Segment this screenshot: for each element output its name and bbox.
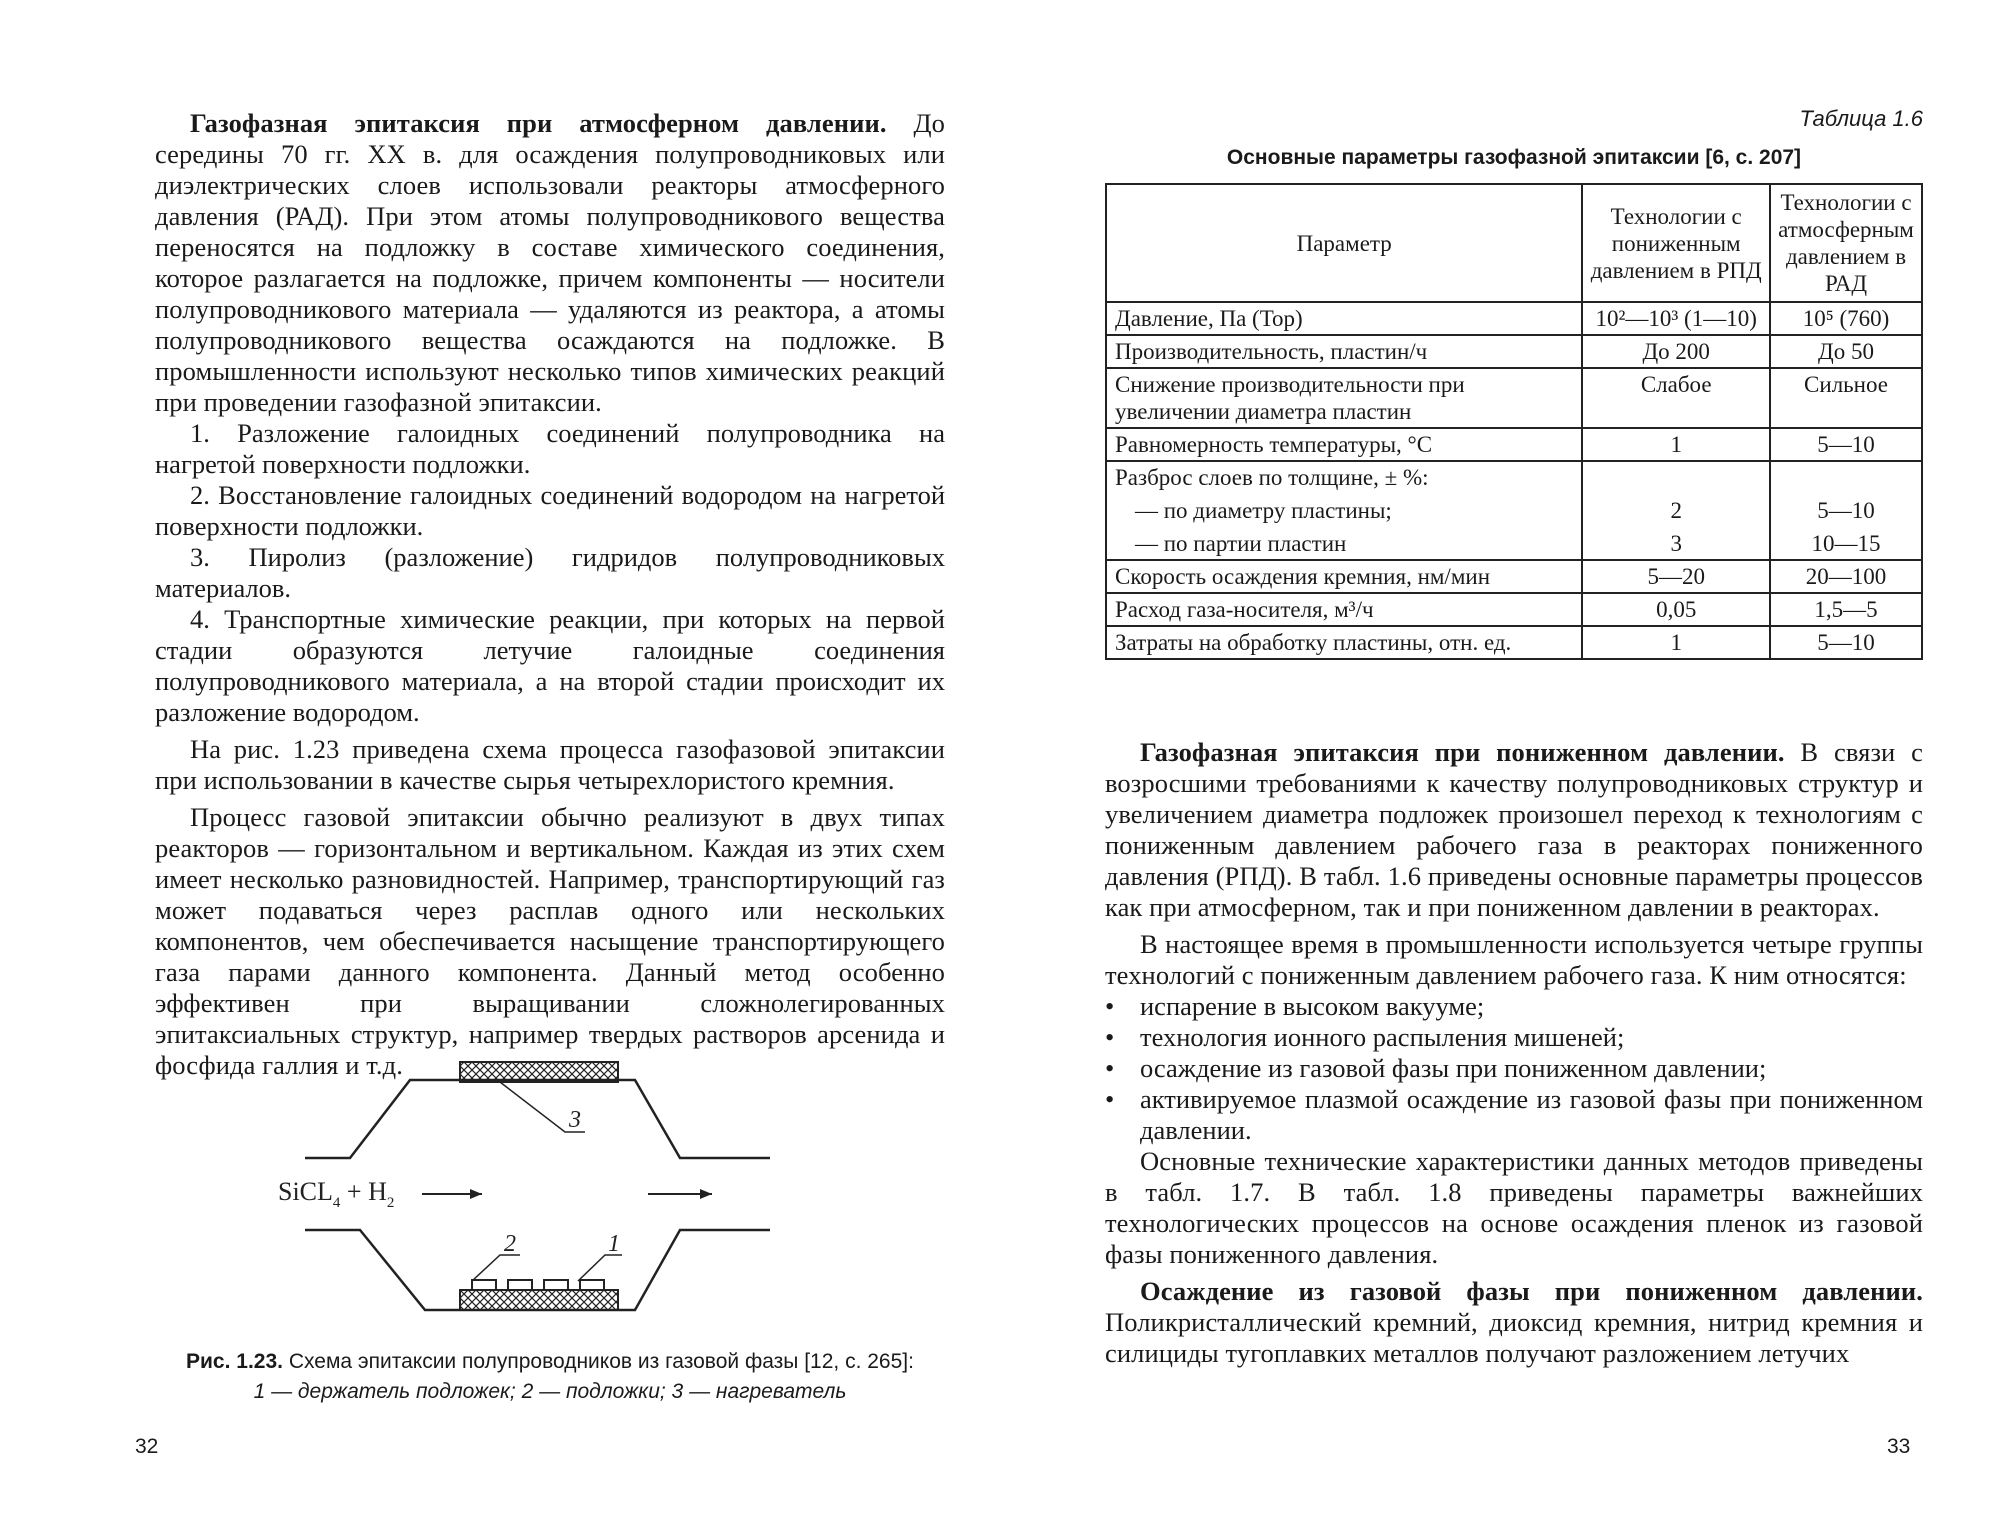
table-row: Снижение производительности при увеличении диаметра пластин Слабое Сильное (1106, 368, 1922, 428)
bullet-icon: • (1105, 1084, 1115, 1114)
bullet-icon: • (1105, 1053, 1115, 1083)
label-2: 2 (504, 1231, 516, 1257)
paragraph-figure-ref: На рис. 1.23 приведена схема процесса газофазовой эпитаксии при использовании в качестве сырья четырехлористого кремния. (155, 734, 945, 795)
section-heading-cvd: Осаждение из газовой фазы при пониженном давлении. (1140, 1276, 1923, 1306)
list-item-3: 3. Пиролиз (разложение) гидридов полупроводниковых материалов. (155, 542, 945, 603)
left-text-column (155, 108, 945, 1081)
paragraph-reactors: Процесс газовой эпитаксии обычно реализуют в двух типах реакторов — горизонтальном и вертикальном. Каждая из этих схем имеет несколько разновидностей. Например, транспортирующий газ может подаваться через расплав одного или нескольких компонентов, чем обеспечивается насыщение транспортирующего газа парами данного компонента. Данный метод особенно эффективен при выращивании сложнолегированных эпитаксиальных структур, например твердых растворов арсенида и фосфида галлия и т.д. (155, 802, 945, 1080)
table-header-rad: Технологии с атмосферным давлением в РАД (1770, 184, 1922, 302)
list-item: • активируемое плазмой осаждение из газовой фазы при пониженном давлении. (1105, 1084, 1923, 1145)
right-page (1000, 0, 2000, 1530)
table-header-row (1106, 184, 1922, 302)
page-number-left: 32 (135, 1435, 159, 1458)
paragraph-atmospheric: Газофазная эпитаксия при атмосферном давлении. До середины 70 гг. XX в. для осаждения полупроводниковых или диэлектрических слоев использовали реакторы атмосферного давления (РАД). При этом атомы полупроводникового вещества переносятся на подложку в составе химического соединения, которое разлагается на подложке, причем компоненты — носители полупроводникового материала — удаляются из реактора, а атомы полупроводникового вещества осаждаются на подложке. В промышленности используют несколько типов химических реакций при проведении газофазной эпитаксии. (155, 108, 945, 417)
substrate (508, 1280, 532, 1290)
table-row-group: Разброс слоев по толщине, ± %: — по диаметру пластины; — по партии пластин 2 3 5—10 10—15 (1106, 461, 1922, 560)
table-label: Таблица 1.6 (1799, 106, 1923, 131)
list-item: • осаждение из газовой фазы при пониженном давлении; (1105, 1053, 1767, 1083)
table-title: Основные параметры газофазной эпитаксии [6, с. 207] (1226, 146, 1802, 169)
paragraph-tech-groups: В настоящее время в промышленности используется четыре группы технологий с пониженным давлением рабочего газа. К ним относятся: (1105, 929, 1923, 990)
tech-bullet-list (1105, 991, 1923, 1146)
list-item: • технология ионного распыления мишеней; (1105, 1022, 1625, 1052)
figure-caption-text: Схема эпитаксии полупроводников из газовой фазы [12, с. 265]: (283, 1350, 914, 1373)
paragraph-low-pressure: Газофазная эпитаксия при пониженном давлении. В связи с возросшими требованиями к качеству полупроводниковых структур и увеличением диаметра подложек произошел переход к технологиям с пониженным давлением рабочего газа в реакторах пониженного давления (РПД). В табл. 1.6 приведены основные параметры процессов как при атмосферном, так и при пониженном давлении в реакторах. (1105, 737, 1924, 922)
heater-top (460, 1062, 618, 1082)
list-item: • испарение в высоком вакууме; (1105, 991, 1485, 1021)
table-row: Производительность, пластин/ч До 200 До 50 (1106, 335, 1922, 368)
parameters-table (1105, 183, 1923, 660)
list-item-1: 1. Разложение галоидных соединений полупроводника на нагретой поверхности подложки. (155, 418, 945, 479)
bullet-icon: • (1105, 991, 1115, 1021)
label-1: 1 (608, 1231, 620, 1257)
table-row: Скорость осаждения кремния, нм/мин 5—20 20—100 (1106, 560, 1922, 593)
substrate (472, 1280, 496, 1290)
table-row: Затраты на обработку пластины, отн. ед. 1 5—10 (1106, 626, 1922, 659)
bullet-icon: • (1105, 1022, 1115, 1052)
figure-caption-label: Рис. 1.23. (186, 1350, 283, 1373)
list-item-2: 2. Восстановление галоидных соединений водородом на нагретой поверхности подложки. (155, 480, 945, 541)
section-heading-low-pressure: Газофазная эпитаксия при пониженном давлении. (1140, 737, 1785, 767)
leader-line-2 (472, 1255, 520, 1281)
figure-legend: 1 — держатель подложек; 2 — подложки; 3 — нагреватель (253, 1380, 847, 1403)
leader-line-1 (578, 1255, 622, 1281)
substrate (580, 1280, 604, 1290)
page-number-right: 33 (1887, 1435, 1911, 1458)
epitaxy-diagram (260, 1050, 800, 1340)
paragraph-cvd-low-pressure: Осаждение из газовой фазы при пониженном давлении. Поликристаллический кремний, диоксид кремния, нитрид кремния и силициды тугоплавких металлов получают разложением летучих (1105, 1276, 1923, 1368)
table-row: Расход газа-носителя, м³/ч 0,05 1,5—5 (1106, 593, 1922, 626)
right-text-column (1105, 737, 1923, 1369)
table-row: Равномерность температуры, °C 1 5—10 (1106, 428, 1922, 461)
paragraph-characteristics: Основные технические характеристики данных методов приведены в табл. 1.7. В табл. 1.8 приведены параметры важнейших технологических процессов на основе осаждения пленок из газовой фазы пониженного давления. (1105, 1146, 1923, 1269)
section-heading-atmospheric: Газофазная эпитаксия при атмосферном давлении. (190, 108, 887, 138)
label-3: 3 (569, 1107, 581, 1133)
list-item-4: 4. Транспортные химические реакции, при которых на первой стадии образуются летучие галоидные соединения полупроводникового материала, а на второй стадии происходит их разложение водородом. (155, 604, 945, 727)
reactor-wall-top (305, 1080, 770, 1158)
table-header-param: Параметр (1106, 184, 1582, 302)
figure-caption (155, 1347, 945, 1407)
substrate-holder (460, 1290, 618, 1310)
table-row: Давление, Па (Тор) 10²—10³ (1—10) 10⁵ (760) (1106, 302, 1922, 335)
table-header-rpd: Технологии с пониженным давлением в РПД (1582, 184, 1770, 302)
formula-sicl4-h2: SiCL$_4$ + $H_2$ (278, 1177, 395, 1211)
substrate (544, 1280, 568, 1290)
